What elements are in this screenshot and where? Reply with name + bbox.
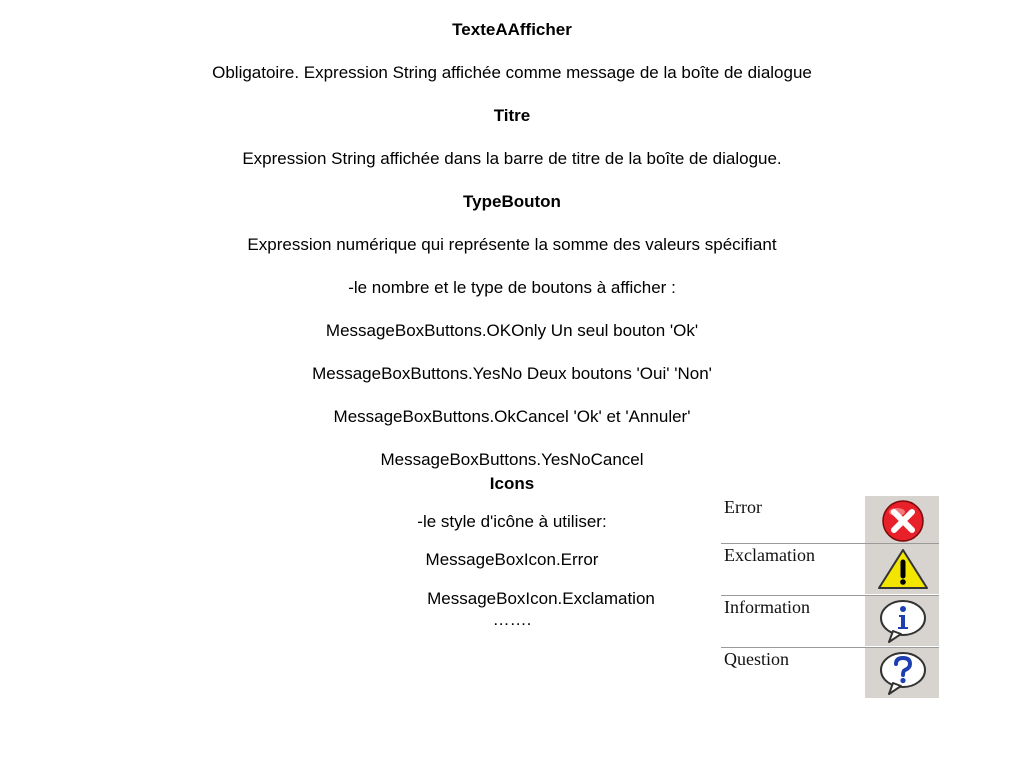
heading-typebouton: TypeBouton [463, 192, 561, 211]
ellipsis-text: ……. [492, 610, 532, 629]
heading-icons: Icons [489, 474, 535, 493]
heading-titre: Titre [493, 106, 531, 125]
icon-row-exclamation [721, 544, 939, 594]
heading-texteaafficher: TexteAAfficher [452, 20, 572, 39]
exclamation-icon [875, 546, 931, 592]
list-item-okonly: MessageBoxButtons.OKOnly Un seul bouton 'Ok' [325, 321, 699, 340]
paragraph-texteaafficher-desc: Obligatoire. Expression String affichée comme message de la boîte de dialogue [212, 63, 812, 82]
list-item-okcancel: MessageBoxButtons.OkCancel 'Ok' et 'Annuler' [333, 407, 691, 426]
icon-row-information [721, 596, 939, 646]
icon-label: Error [724, 497, 762, 517]
icon-table [721, 496, 939, 697]
list-item-icon-exclamation: MessageBoxIcon.Exclamation [427, 589, 655, 608]
error-icon [875, 498, 931, 544]
list-item-icon-error: MessageBoxIcon.Error [425, 550, 599, 569]
list-item-yesno: MessageBoxButtons.YesNo Deux boutons 'Oui' 'Non' [312, 364, 712, 383]
icon-label: Information [724, 597, 810, 617]
icon-label: Question [724, 649, 789, 669]
paragraph-icons-intro: -le style d'icône à utiliser: [417, 512, 607, 531]
list-item-yesnocancel: MessageBoxButtons.YesNoCancel [380, 450, 644, 469]
information-icon [875, 598, 931, 644]
icon-row-error [721, 496, 939, 546]
icon-label: Exclamation [724, 545, 815, 565]
icon-row-question [721, 648, 939, 698]
paragraph-titre-desc: Expression String affichée dans la barre de titre de la boîte de dialogue. [242, 149, 782, 168]
paragraph-boutons-intro: -le nombre et le type de boutons à afficher : [348, 278, 676, 297]
question-icon [875, 650, 931, 696]
paragraph-typebouton-desc: Expression numérique qui représente la somme des valeurs spécifiant [247, 235, 777, 254]
